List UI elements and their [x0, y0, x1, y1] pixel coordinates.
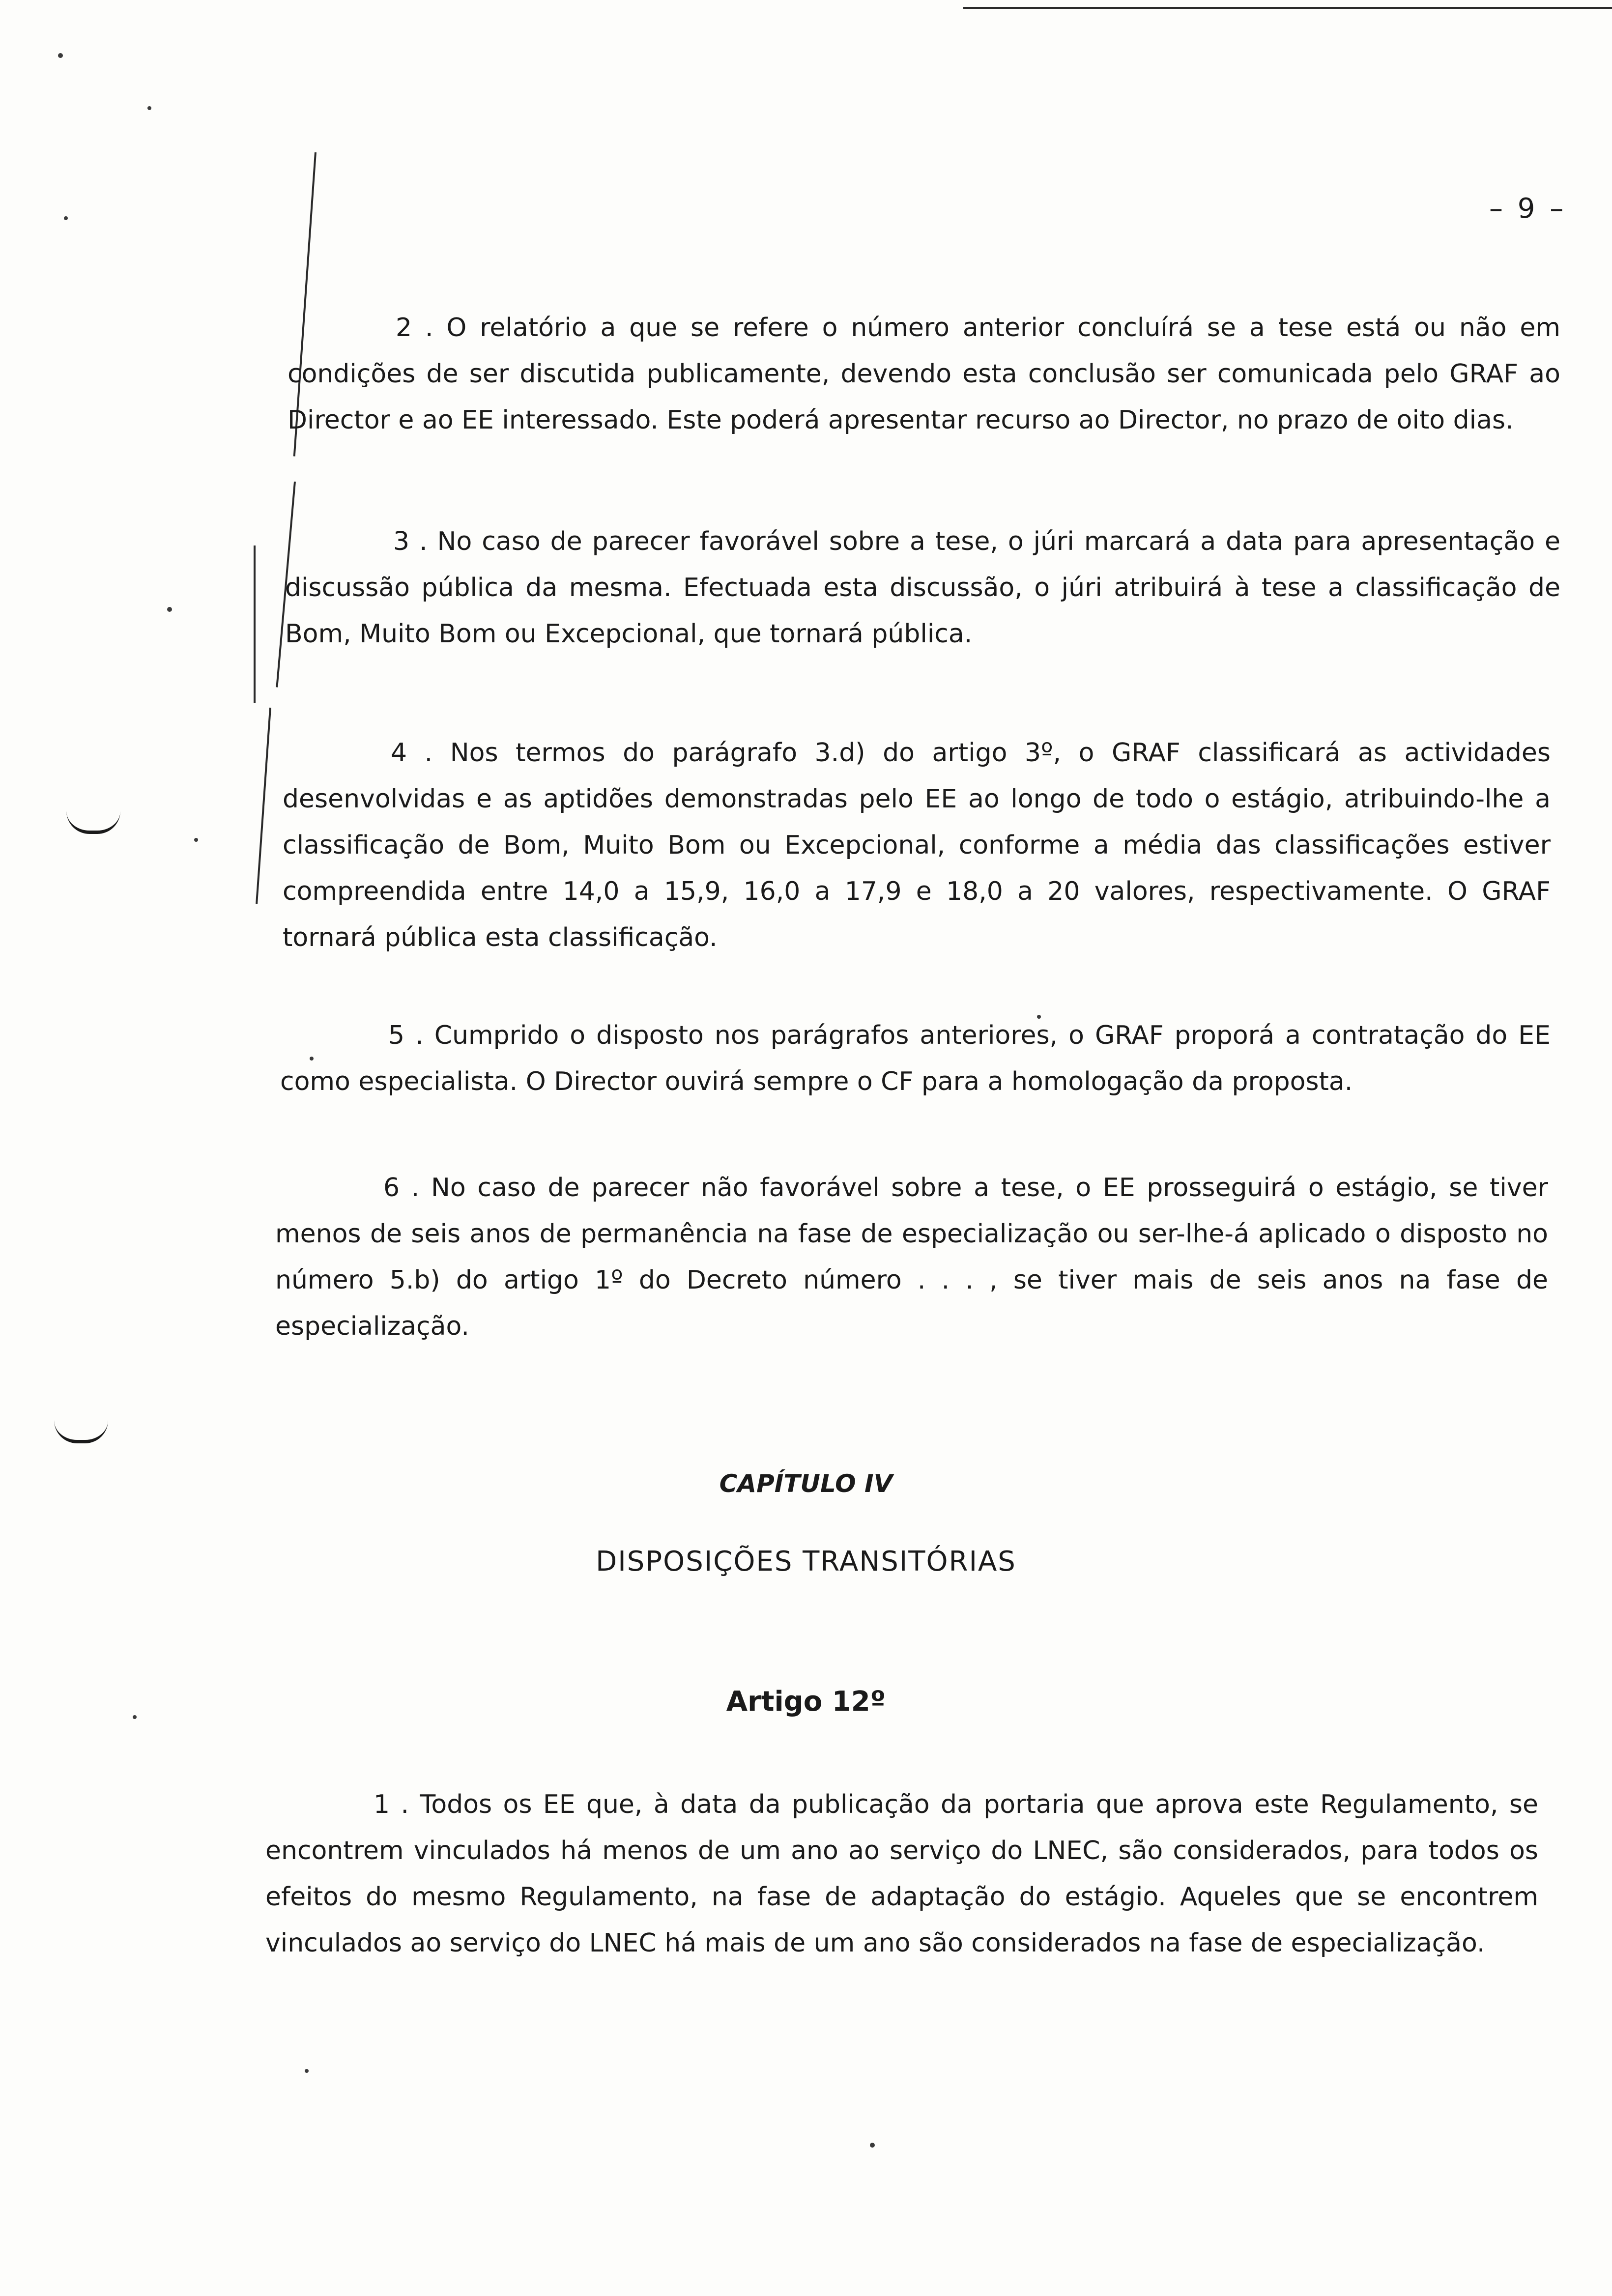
body-paragraph-2: 2 . O relatório a que se refere o número anterior concluírá se a tese está ou não em condições de ser discutida publicamente, devendo esta conclusão ser comunicada pelo GRAF ao Director e ao EE interessado. Este poderá apresentar recurso ao Director, no prazo de oito dias.	[288, 313, 1560, 435]
scan-speck	[305, 2069, 309, 2073]
scan-speck	[64, 216, 68, 220]
section-title: DISPOSIÇÕES TRANSITÓRIAS	[596, 1546, 1016, 1578]
margin-pencil-line	[254, 545, 256, 703]
body-paragraph-5: 5 . Cumprido o disposto nos parágrafos anteriores, o GRAF proporá a contratação do EE como especialista. O Director ouvirá sempre o CF para a homologação da proposta.	[280, 1021, 1551, 1096]
scan-speck	[58, 53, 63, 58]
page-number: – 9 –	[1489, 193, 1567, 225]
body-paragraph-3: 3 . No caso de parecer favorável sobre a tese, o júri marcará a data para apresentação e discussão pública da mesma. Efectuada esta discussão, o júri atribuirá à tese a classificação de Bom, Muito Bom ou Excepcional, que tornará pública.	[285, 527, 1560, 649]
article-title: Artigo 12º	[726, 1686, 886, 1718]
scan-speck	[870, 2143, 875, 2148]
body-paragraph-4: 4 . Nos termos do parágrafo 3.d) do artigo 3º, o GRAF classificará as actividades desenvolvidas e as aptidões demonstradas pelo EE ao longo de todo o estágio, atribuindo-lhe a classificação de Bom, Muito Bom ou Excepcional, conforme a média das classificações estiver compreendida entre 14,0 a 15,9, 16,0 a 17,9 e 18,0 a 20 valores, respectivamente. O GRAF tornará pública esta classificação.	[283, 738, 1551, 952]
punch-hole-mark	[54, 1420, 108, 1443]
scan-speck	[167, 607, 172, 612]
chapter-title: CAPÍTULO IV	[719, 1469, 893, 1498]
body-paragraph-6: 6 . No caso de parecer não favorável sobre a tese, o EE prosseguirá o estágio, se tiver menos de seis anos de permanência na fase de especialização ou ser-lhe-á aplicado o disposto no número 5.b) do artigo 1º do Decreto número . . . , se tiver mais de seis anos na fase de especialização.	[275, 1173, 1548, 1341]
article-paragraph-1: 1 . Todos os EE que, à data da publicação da portaria que aprova este Regulamento, se encontrem vinculados há menos de um ano ao serviço do LNEC, são considerados, para todos os efeitos do mesmo Regulamento, na fase de adaptação do estágio. Aqueles que se encontrem vinculados ao serviço do LNEC há mais de um ano são considerados na fase de especialização.	[265, 1790, 1538, 1958]
scan-speck	[147, 106, 151, 110]
margin-pencil-line	[256, 708, 271, 904]
punch-hole-mark	[66, 811, 120, 834]
top-edge-rule	[963, 7, 1612, 9]
scan-speck	[194, 838, 198, 842]
